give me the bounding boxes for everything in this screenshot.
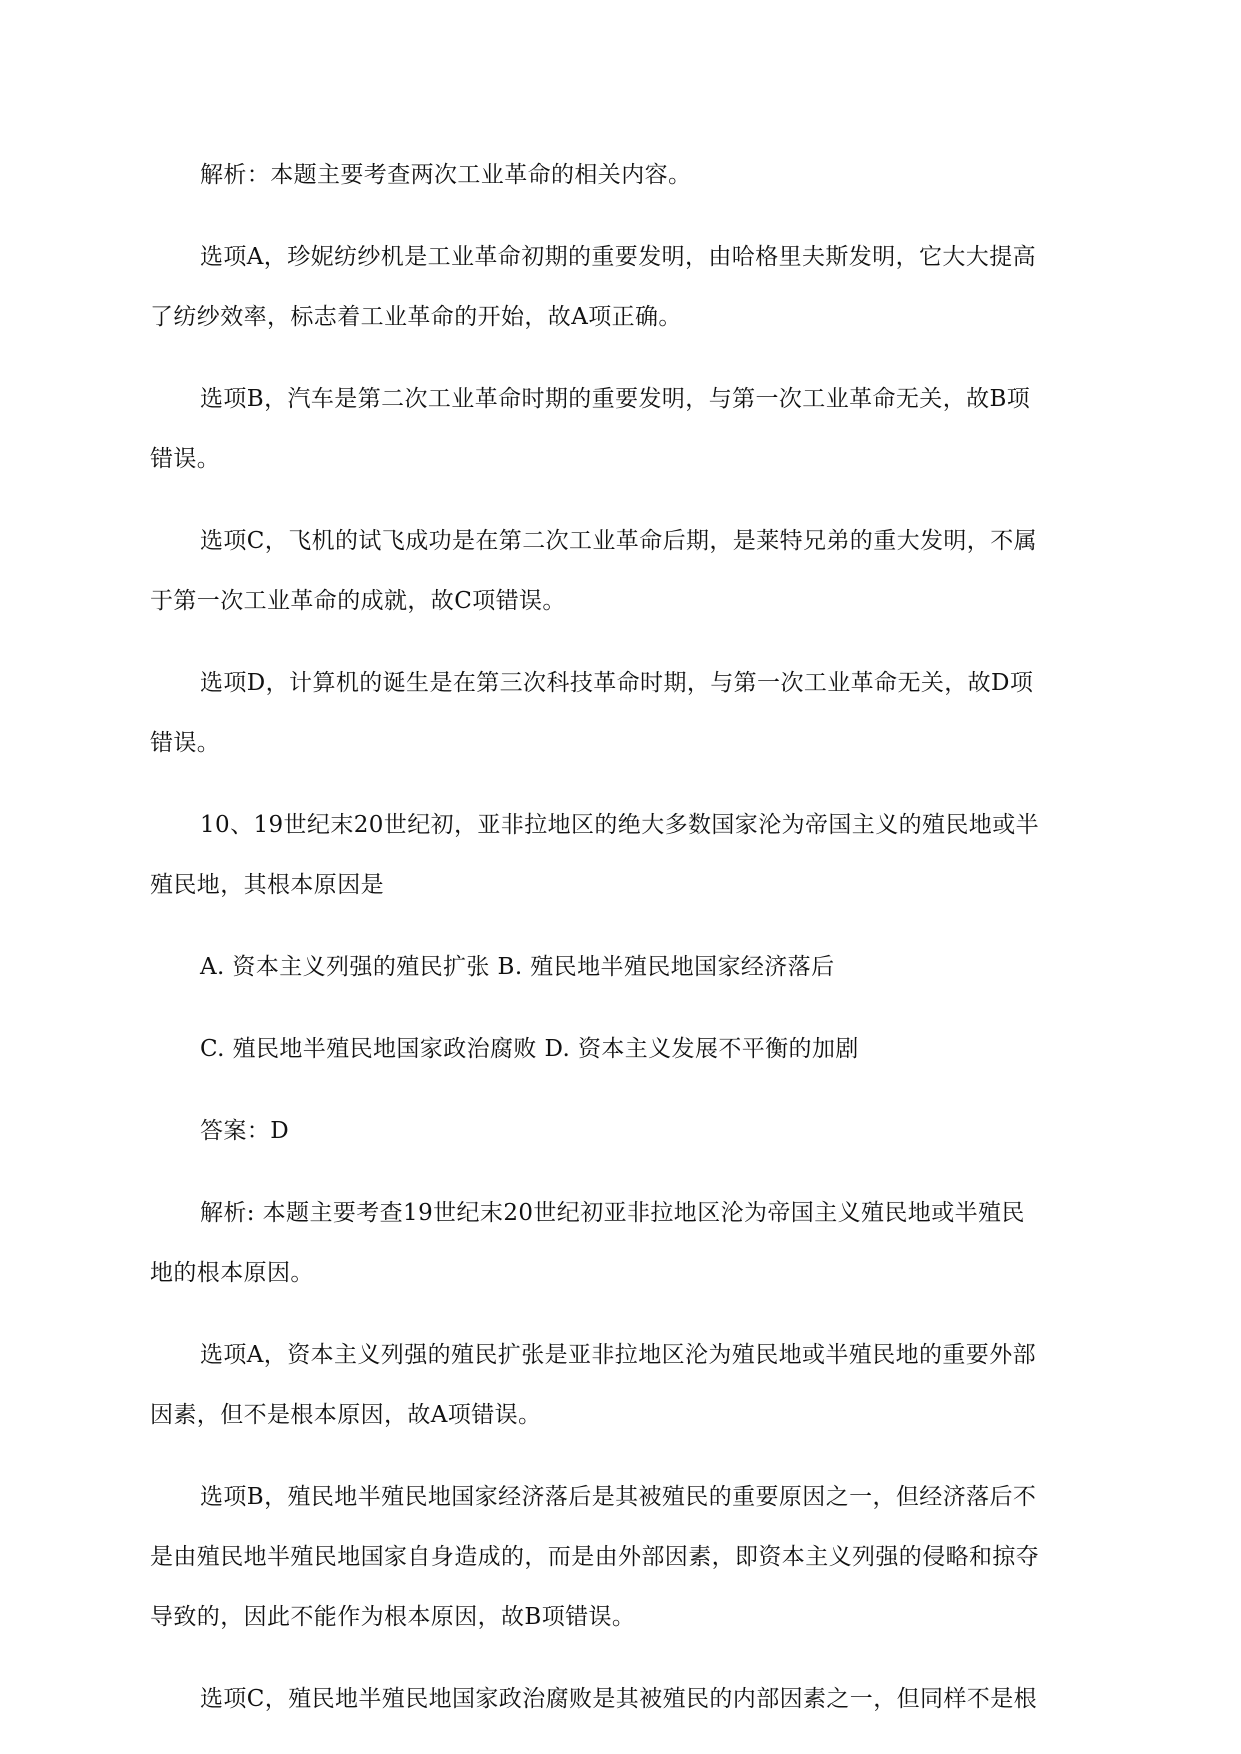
paragraph-line: 殖民地，其根本原因是 [150, 872, 384, 898]
paragraph-line: 答案：D [200, 1118, 290, 1144]
paragraph-line: 选项C，殖民地半殖民地国家政治腐败是其被殖民的内部因素之一，但同样不是根 [200, 1686, 1037, 1712]
paragraph-line: 了纺纱效率，标志着工业革命的开始，故A项正确。 [150, 304, 682, 330]
paragraph-analysis-q10 [150, 1183, 1090, 1303]
paragraph-option-d [150, 653, 1090, 773]
paragraph-line: 选项A，资本主义列强的殖民扩张是亚非拉地区沦为殖民地或半殖民地的重要外部 [200, 1342, 1037, 1368]
paragraph-line: 错误。 [150, 730, 221, 756]
answer-line [150, 1101, 1090, 1161]
paragraph-line: 导致的，因此不能作为根本原因，故B项错误。 [150, 1604, 636, 1630]
question-choices-cd [150, 1019, 1090, 1079]
paragraph-analysis-intro [150, 145, 1090, 205]
paragraph-q10-option-a [150, 1325, 1090, 1445]
paragraph-line: A. 资本主义列强的殖民扩张 B. 殖民地半殖民地国家经济落后 [200, 954, 835, 980]
paragraph-line: 错误。 [150, 446, 221, 472]
paragraph-line: 于第一次工业革命的成就，故C项错误。 [150, 588, 566, 614]
paragraph-line: 选项C，飞机的试飞成功是在第二次工业革命后期，是莱特兄弟的重大发明，不属 [200, 528, 1037, 554]
paragraph-line: 解析：本题主要考查两次工业革命的相关内容。 [200, 162, 692, 188]
paragraph-line: C. 殖民地半殖民地国家政治腐败 D. 资本主义发展不平衡的加剧 [200, 1036, 859, 1062]
paragraph-option-a [150, 227, 1090, 347]
paragraph-line: 是由殖民地半殖民地国家自身造成的，而是由外部因素，即资本主义列强的侵略和掠夺 [150, 1544, 1040, 1570]
paragraph-line: 选项B，殖民地半殖民地国家经济落后是其被殖民的重要原因之一，但经济落后不 [200, 1484, 1037, 1510]
question-10 [150, 795, 1090, 915]
paragraph-line: 选项D，计算机的诞生是在第三次科技革命时期，与第一次工业革命无关，故D项 [200, 670, 1034, 696]
question-choices-ab [150, 937, 1090, 997]
paragraph-q10-option-c [150, 1669, 1090, 1729]
paragraph-line: 10、19世纪末20世纪初，亚非拉地区的绝大多数国家沦为帝国主义的殖民地或半 [200, 812, 1039, 838]
paragraph-line: 地的根本原因。 [150, 1260, 314, 1286]
paragraph-line: 选项A，珍妮纺纱机是工业革命初期的重要发明，由哈格里夫斯发明，它大大提高 [200, 244, 1037, 270]
document-body [150, 145, 1090, 1729]
paragraph-option-b [150, 369, 1090, 489]
paragraph-option-c [150, 511, 1090, 631]
paragraph-line: 解析: 本题主要考查19世纪末20世纪初亚非拉地区沦为帝国主义殖民地或半殖民 [200, 1200, 1025, 1226]
paragraph-line: 因素，但不是根本原因，故A项错误。 [150, 1402, 542, 1428]
paragraph-line: 选项B，汽车是第二次工业革命时期的重要发明，与第一次工业革命无关，故B项 [200, 386, 1031, 412]
paragraph-q10-option-b [150, 1467, 1090, 1647]
